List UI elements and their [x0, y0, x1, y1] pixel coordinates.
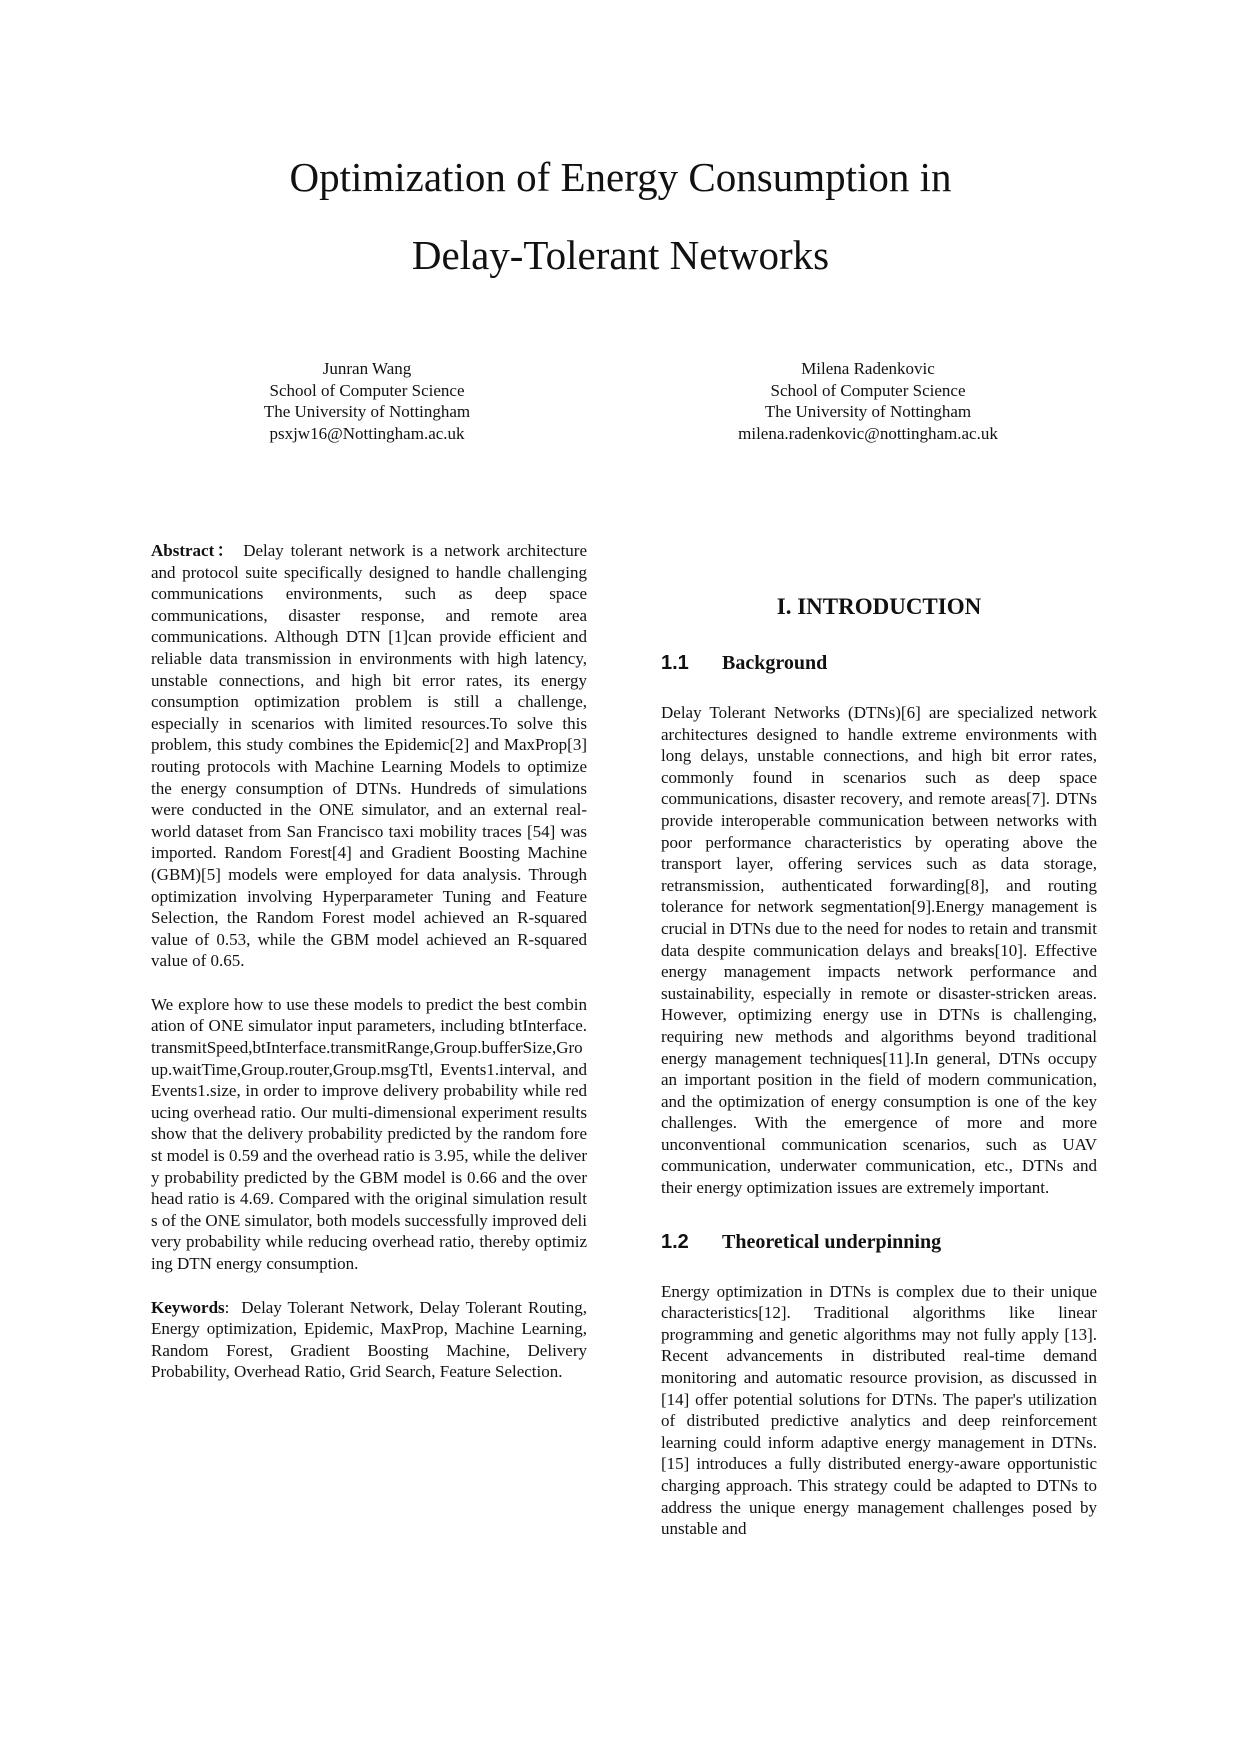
- title-line-1: Optimization of Energy Consumption in: [289, 154, 952, 200]
- author-email: psxjw16@Nottingham.ac.uk: [269, 423, 465, 443]
- subsection-heading-background: [661, 650, 1097, 676]
- keywords-paragraph: [151, 1297, 587, 1383]
- keywords-separator: :: [224, 1297, 230, 1317]
- author-name: Milena Radenkovic: [801, 359, 935, 378]
- theory-paragraph: Energy optimization in DTNs is complex due to their unique characteristics[12]. Traditional algorithms like linear programming and genetic algorithms may not fully apply [13]. Recent advancements in distributed real-time demand monitoring and automatic resource provision, as discussed in [14] offer potential solutions for DTNs. The paper's utilization of distributed predictive analytics and deep reinforcement learning could inform adaptive energy management in DTNs. [15] introduces a fully distributed energy-aware opportunistic charging approach. This strategy could be adapted to DTNs to address the unique energy management challenges posed by unstable and: [661, 1281, 1097, 1539]
- subsection-title: Theoretical underpinning: [722, 1230, 942, 1253]
- abstract-label: Abstract：: [151, 541, 237, 560]
- left-column: [151, 540, 587, 1383]
- right-column: [661, 540, 1097, 1540]
- author-affiliation: The University of Nottingham: [764, 402, 972, 421]
- subsection-number: 1.2: [661, 1230, 689, 1253]
- author-dept: School of Computer Science: [770, 380, 966, 400]
- author-dept: School of Computer Science: [269, 380, 465, 400]
- paper-title: [0, 138, 1241, 294]
- keywords-text: Delay Tolerant Network, Delay Tolerant Routing, Energy optimization, Epidemic, MaxProp, Machine Learning, Random Forest, Gradient Boosting Machine, Delivery Probability, Overhead Ratio, Grid Search, Feature Selection.: [151, 1297, 587, 1382]
- background-paragraph: Delay Tolerant Networks (DTNs)[6] are specialized network architectures designed to handle extreme environments with long delays, unstable connections, and high bit error rates, commonly found in scenarios such as deep space communications, disaster recovery, and remote areas[7]. DTNs provide interoperable communication between networks with poor performance characteristics by operating above the transport layer, offering services such as data storage, retransmission, authenticated forwarding[8], and routing tolerance for network segmentation[9].Energy management is crucial in DTNs due to the need for nodes to retain and transmit data despite communication delays and breaks[10]. Effective energy management impacts network performance and sustainability, especially in remote or disaster-stricken areas. However, optimizing energy use in DTNs is challenging, requiring new methods and algorithms beyond traditional energy management techniques[11].In general, DTNs occupy an important position in the field of modern communication, and the optimization of energy consumption is one of the key challenges. With the emergence of more and more unconventional communication scenarios, such as UAV communication, underwater communication, etc., DTNs and their energy optimization issues are extremely important.: [661, 703, 1097, 1198]
- section-heading-introduction: I. INTRODUCTION: [776, 594, 982, 619]
- author-block-1: [147, 358, 587, 444]
- abstract-text: Delay tolerant network is a network architecture and protocol suite specifically designed to handle challenging communications environments, such as deep space communications, disaster response, and remote area communications. Although DTN [1]can provide efficient and reliable data transmission in environments with high latency, unstable connections, and high bit error rates, its energy consumption optimization problem is still a challenge, especially in scenarios with limited resources.To solve this problem, this study combines the Epidemic[2] and MaxProp[3] routing protocols with Machine Learning Models to optimize the energy consumption of DTNs. Hundreds of simulations were conducted in the ONE simulator, and an external real-world dataset from San Francisco taxi mobility traces [54] was imported. Random Forest[4] and Gradient Boosting Machine (GBM)[5] models were employed for data analysis. Through optimization involving Hyperparameter Tuning and Feature Selection, the Random Forest model achieved an R-squared value of 0.53, while the GBM model achieved an R-squared value of 0.65.: [151, 541, 588, 971]
- keywords-label: Keywords: [151, 1297, 225, 1317]
- abstract-paragraph-2: We explore how to use these models to predict the best combination of ONE simulator input parameters, including btInterface.transmitSpeed,btInterface.transmitRange,Group.bufferSize,Group.waitTime,Group.router,Group.msgTtl, Events1.interval, and Events1.size, in order to improve delivery probability while reducing overhead ratio. Our multi-dimensional experiment results show that the delivery probability predicted by the random forest model is 0.59 and the overhead ratio is 3.95, while the delivery probability predicted by the GBM model is 0.66 and the overhead ratio is 4.69. Compared with the original simulation results of the ONE simulator, both models successfully improved delivery probability while reducing overhead ratio, thereby optimizing DTN energy consumption.: [151, 994, 587, 1273]
- subsection-heading-theory: [661, 1229, 1097, 1255]
- author-block-2: [648, 358, 1088, 444]
- author-email: milena.radenkovic@nottingham.ac.uk: [738, 423, 998, 443]
- author-name: Junran Wang: [322, 359, 412, 378]
- subsection-title: Background: [722, 652, 828, 674]
- title-line-2: Delay-Tolerant Networks: [411, 232, 830, 278]
- author-affiliation: The University of Nottingham: [263, 402, 471, 421]
- subsection-number: 1.1: [661, 652, 689, 674]
- abstract-paragraph: [151, 540, 587, 972]
